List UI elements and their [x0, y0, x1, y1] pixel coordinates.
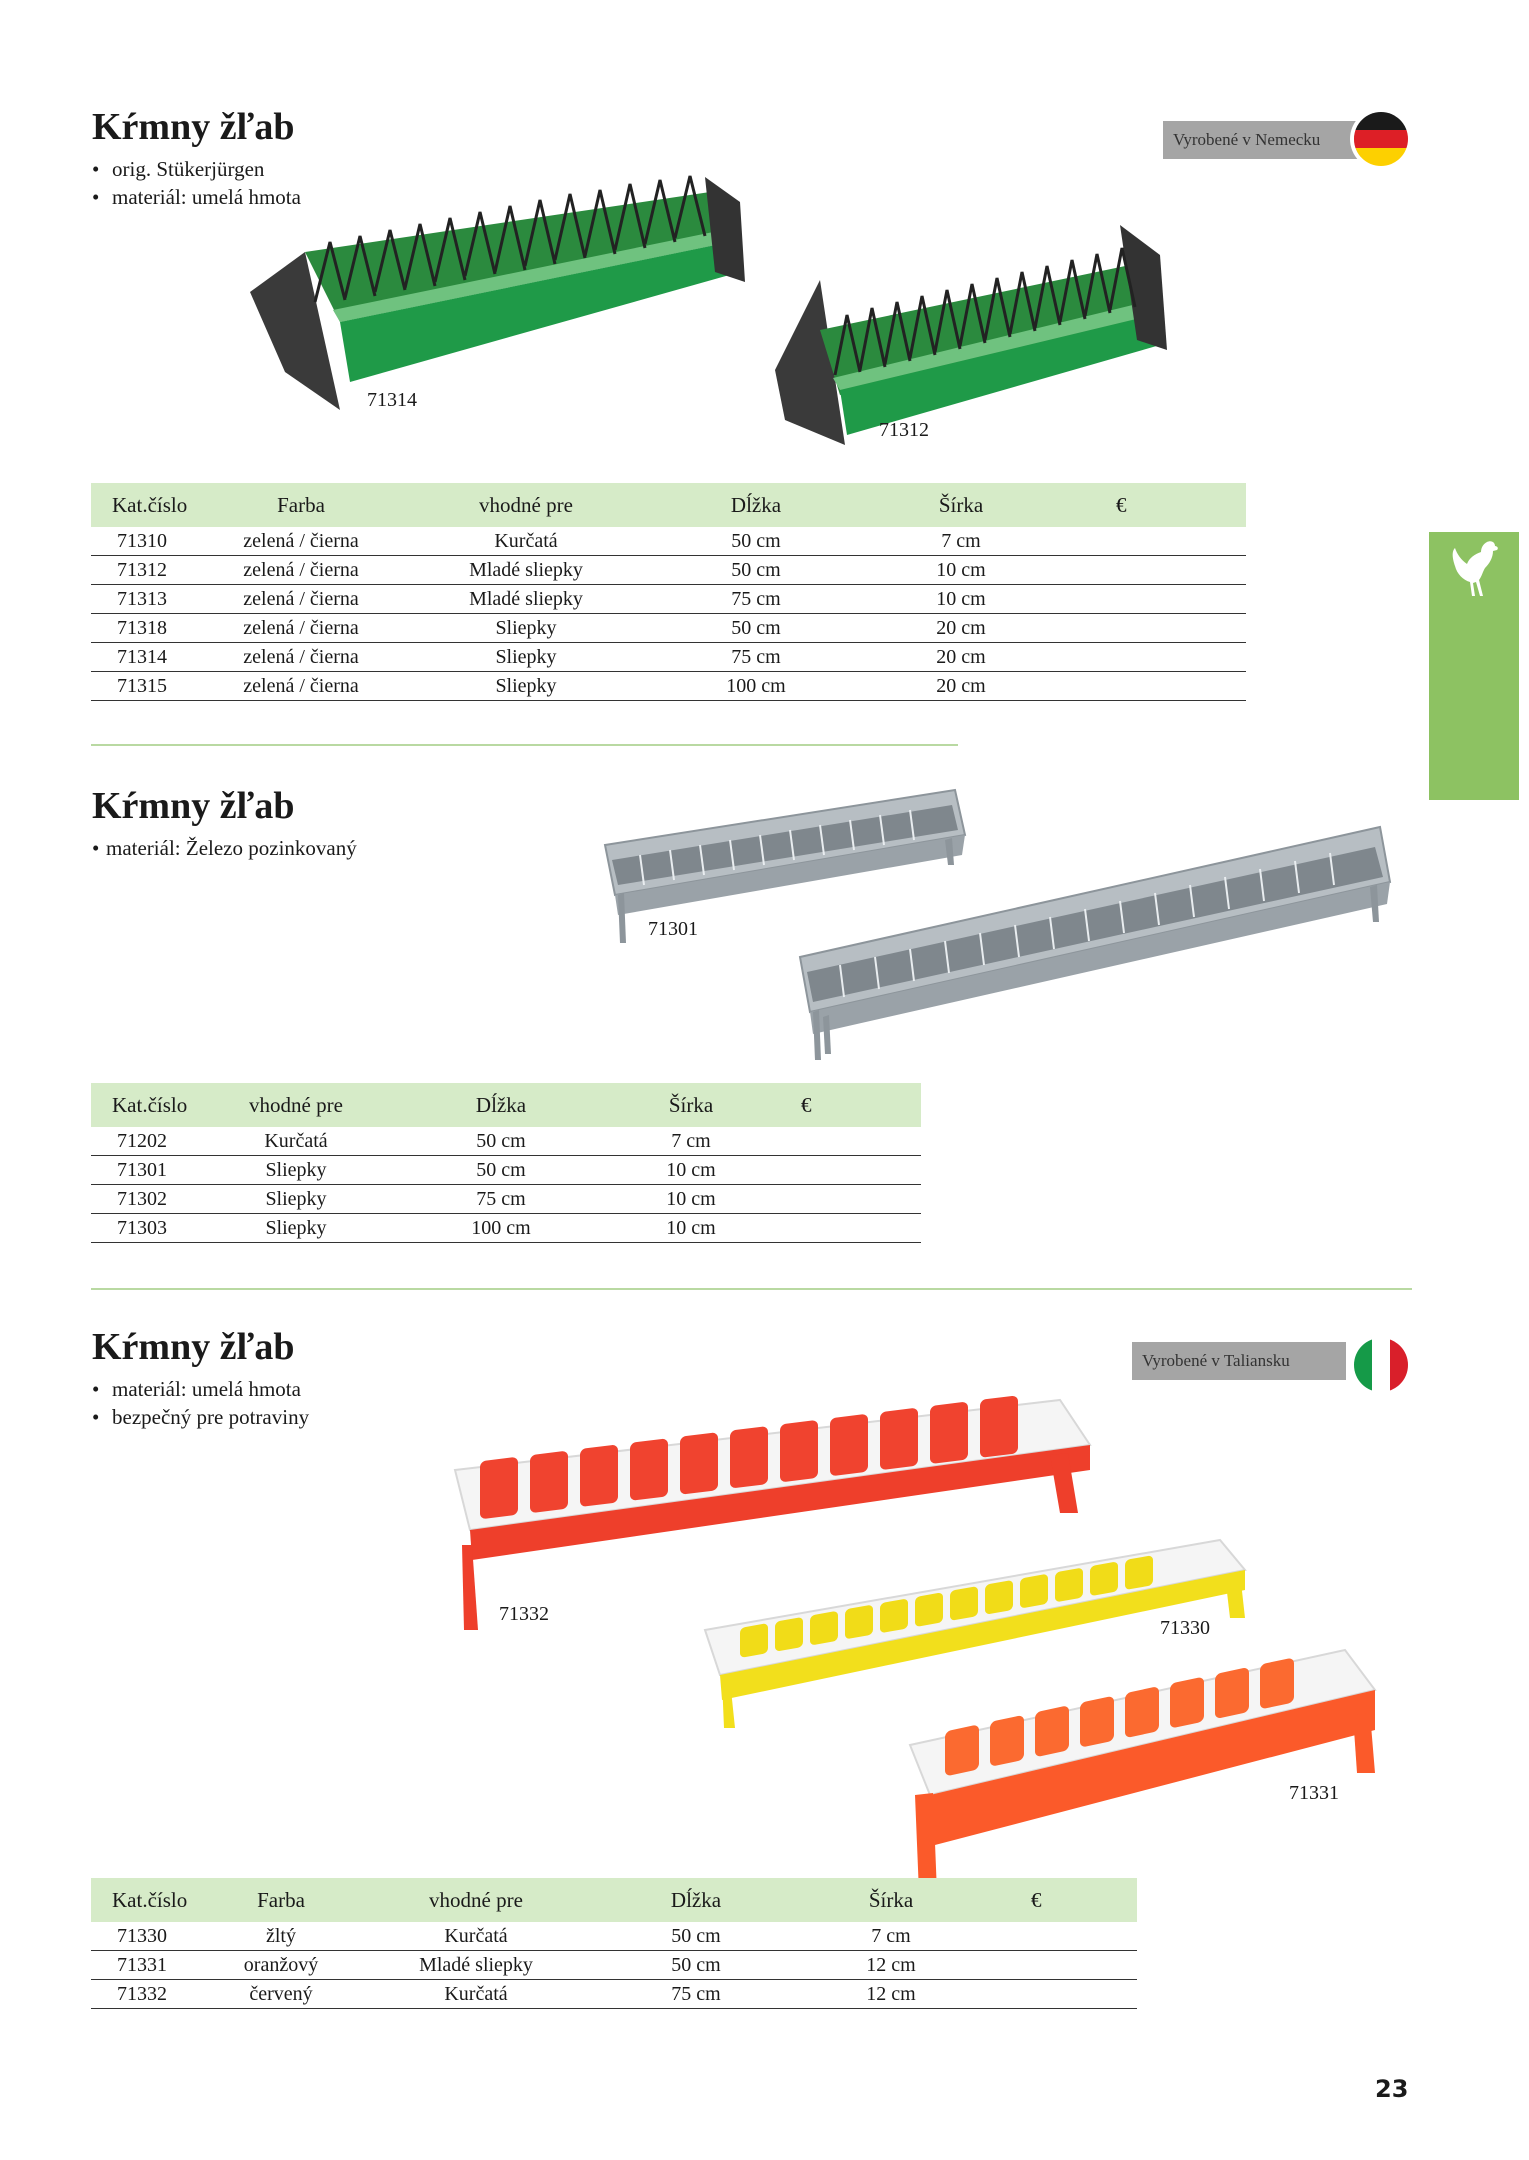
bullet: • materiál: Železo pozinkovaný — [92, 834, 357, 862]
table-cell: zelená / čierna — [191, 527, 411, 556]
section-divider — [91, 1288, 1412, 1290]
italy-flag-icon — [1354, 1338, 1408, 1392]
column-header: Kat.číslo — [112, 492, 188, 517]
table-cell: 50 cm — [401, 1156, 601, 1185]
galvanized-trough-long-image — [795, 822, 1395, 1062]
bullet: • bezpečný pre potraviny — [92, 1403, 309, 1431]
column-header: € — [1031, 1887, 1042, 1912]
table-cell: 75 cm — [401, 1185, 601, 1214]
table-cell: zelená / čierna — [191, 585, 411, 614]
image-label: 71330 — [1160, 1617, 1210, 1639]
table-row — [91, 1185, 921, 1214]
image-label: 71331 — [1289, 1782, 1339, 1804]
table-cell: Sliepky — [191, 1185, 401, 1214]
table-row — [91, 1214, 921, 1243]
table-cell: Sliepky — [411, 614, 641, 643]
column-header: vhodné pre — [249, 1092, 343, 1117]
table-cell: 71318 — [91, 614, 191, 643]
table-row — [91, 614, 1246, 643]
table-cell: 7 cm — [871, 527, 1051, 556]
column-header: € — [1116, 492, 1127, 517]
table-cell: červený — [191, 1980, 371, 2009]
table-cell: 20 cm — [871, 672, 1051, 701]
table-cell: 20 cm — [871, 614, 1051, 643]
column-header: Dĺžka — [475, 1092, 527, 1117]
table-cell: 71312 — [91, 556, 191, 585]
table-cell: zelená / čierna — [191, 614, 411, 643]
table-row — [91, 585, 1246, 614]
germany-flag-icon — [1354, 112, 1408, 166]
table-cell: 71301 — [91, 1156, 191, 1185]
table-cell: 71315 — [91, 672, 191, 701]
table-row — [91, 1156, 921, 1185]
made-in-italy-badge: Vyrobené v Taliansku — [1132, 1342, 1346, 1380]
table-cell: 10 cm — [601, 1156, 781, 1185]
column-header: Kat.číslo — [112, 1092, 188, 1117]
orange-trough-71331-image — [905, 1645, 1385, 1895]
table-cell: 71314 — [91, 643, 191, 672]
table-cell: zelená / čierna — [191, 643, 411, 672]
table-cell: žltý — [191, 1922, 371, 1951]
table-row — [91, 1980, 1137, 2009]
table-cell: 71310 — [91, 527, 191, 556]
table-row — [91, 1922, 1137, 1951]
table-cell: 100 cm — [641, 672, 871, 701]
table-header-row — [91, 1878, 1137, 1922]
column-header: Šírka — [938, 492, 984, 517]
table-cell: zelená / čierna — [191, 556, 411, 585]
table-cell: Sliepky — [191, 1156, 401, 1185]
image-label: 71332 — [499, 1603, 549, 1625]
table-cell: Mladé sliepky — [411, 585, 641, 614]
table-cell: 50 cm — [401, 1127, 601, 1156]
section-2-bullets — [92, 834, 357, 862]
table-cell: 10 cm — [601, 1214, 781, 1243]
table-cell: 71313 — [91, 585, 191, 614]
table-cell: Sliepky — [191, 1214, 401, 1243]
table-cell: 71202 — [91, 1127, 191, 1156]
table-cell: 50 cm — [641, 527, 871, 556]
table-cell — [1051, 556, 1246, 585]
table-row — [91, 643, 1246, 672]
image-label: 71312 — [879, 419, 929, 441]
spec-table-1 — [91, 483, 1246, 701]
table-row — [91, 527, 1246, 556]
table-cell: 50 cm — [581, 1922, 811, 1951]
column-header: Farba — [257, 1887, 305, 1912]
green-trough-71312-image — [775, 220, 1185, 450]
table-cell: 75 cm — [581, 1980, 811, 2009]
table-cell: 7 cm — [811, 1922, 971, 1951]
table-header-row — [91, 483, 1246, 527]
bullet: • orig. Stükerjürgen — [92, 155, 301, 183]
table-cell: 50 cm — [641, 614, 871, 643]
table-cell: 71330 — [91, 1922, 191, 1951]
table-cell: 71331 — [91, 1951, 191, 1980]
column-header: vhodné pre — [429, 1887, 523, 1912]
table-cell: 50 cm — [581, 1951, 811, 1980]
table-cell — [971, 1951, 1137, 1980]
column-header: Dĺžka — [670, 1887, 722, 1912]
table-cell — [1051, 585, 1246, 614]
table-row — [91, 556, 1246, 585]
table-cell — [1051, 672, 1246, 701]
table-cell — [781, 1156, 921, 1185]
table-cell: 12 cm — [811, 1980, 971, 2009]
table-cell: oranžový — [191, 1951, 371, 1980]
section-3-bullets — [92, 1375, 309, 1431]
column-header: € — [801, 1092, 812, 1117]
table-cell — [781, 1214, 921, 1243]
table-cell: 10 cm — [871, 585, 1051, 614]
table-row — [91, 1951, 1137, 1980]
table-row — [91, 1127, 921, 1156]
table-cell: 20 cm — [871, 643, 1051, 672]
green-trough-71314-image — [245, 172, 755, 412]
page-number: 23 — [1375, 2075, 1409, 2103]
table-cell — [1051, 614, 1246, 643]
table-cell: Kurčatá — [371, 1980, 581, 2009]
table-cell: 75 cm — [641, 585, 871, 614]
section-divider — [91, 744, 958, 746]
table-cell: 71332 — [91, 1980, 191, 2009]
spec-table-3 — [91, 1878, 1137, 2009]
table-cell: Kurčatá — [191, 1127, 401, 1156]
image-label: 71301 — [648, 918, 698, 940]
made-in-germany-badge: Vyrobené v Nemecku — [1163, 121, 1361, 159]
table-cell: 10 cm — [601, 1185, 781, 1214]
table-cell: 7 cm — [601, 1127, 781, 1156]
category-side-tab — [1429, 532, 1519, 800]
section-2-title: Kŕmny žľab — [92, 785, 295, 827]
table-row — [91, 672, 1246, 701]
table-cell — [971, 1980, 1137, 2009]
table-cell: 71303 — [91, 1214, 191, 1243]
table-cell — [971, 1922, 1137, 1951]
table-cell: Mladé sliepky — [371, 1951, 581, 1980]
spec-table-2 — [91, 1083, 921, 1243]
table-cell: 12 cm — [811, 1951, 971, 1980]
table-cell: 71302 — [91, 1185, 191, 1214]
table-cell: 50 cm — [641, 556, 871, 585]
table-cell: 100 cm — [401, 1214, 601, 1243]
table-cell: 75 cm — [641, 643, 871, 672]
section-1-title: Kŕmny žľab — [92, 106, 295, 148]
bullet: • materiál: umelá hmota — [92, 183, 301, 211]
table-cell: Mladé sliepky — [411, 556, 641, 585]
table-cell: Sliepky — [411, 643, 641, 672]
table-cell — [781, 1185, 921, 1214]
table-cell — [1051, 527, 1246, 556]
column-header: Šírka — [868, 1887, 914, 1912]
bullet: • materiál: umelá hmota — [92, 1375, 309, 1403]
table-cell: Kurčatá — [371, 1922, 581, 1951]
column-header: Šírka — [668, 1092, 714, 1117]
section-3-title: Kŕmny žľab — [92, 1326, 295, 1368]
table-cell: Sliepky — [411, 672, 641, 701]
column-header: Dĺžka — [730, 492, 782, 517]
image-label: 71314 — [367, 389, 417, 411]
column-header: vhodné pre — [479, 492, 573, 517]
column-header: Farba — [277, 492, 325, 517]
table-cell: Kurčatá — [411, 527, 641, 556]
table-cell: zelená / čierna — [191, 672, 411, 701]
table-header-row — [91, 1083, 921, 1127]
column-header: Kat.číslo — [112, 1887, 188, 1912]
table-cell: 10 cm — [871, 556, 1051, 585]
table-cell — [781, 1127, 921, 1156]
rooster-icon — [1449, 538, 1501, 602]
table-cell — [1051, 643, 1246, 672]
